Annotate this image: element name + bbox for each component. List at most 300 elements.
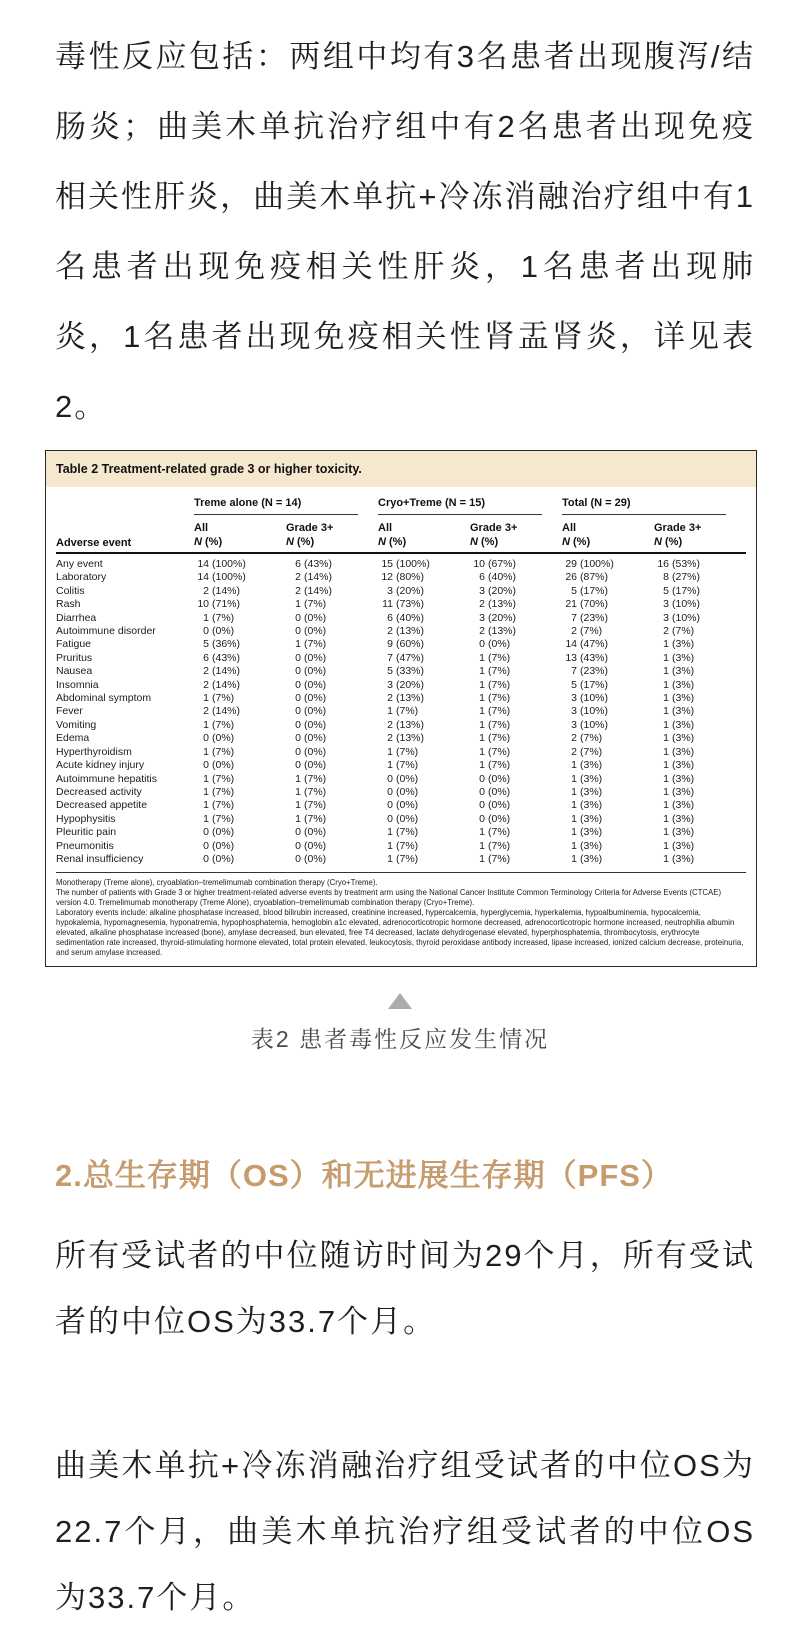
table-cell xyxy=(562,665,654,678)
cell-percent: (7%) xyxy=(212,772,235,785)
table-cell xyxy=(194,638,286,651)
cell-percent: (3%) xyxy=(580,772,603,785)
cell-count: 1 xyxy=(663,651,669,664)
table-cell xyxy=(378,786,470,799)
table-header xyxy=(46,487,756,554)
table-row xyxy=(56,813,746,826)
table-cell xyxy=(286,558,378,571)
table-cell xyxy=(286,759,378,772)
table-cell xyxy=(194,665,286,678)
table-cell xyxy=(470,679,562,692)
cell-percent: (7%) xyxy=(488,651,511,664)
table-cell xyxy=(470,625,562,638)
adverse-event-label: Decreased activity xyxy=(56,785,142,798)
cell-percent: (7%) xyxy=(396,705,419,718)
cell-percent: (0%) xyxy=(488,772,511,785)
cell-percent: (3%) xyxy=(580,799,603,812)
table-cell xyxy=(654,732,746,745)
cell-percent: (13%) xyxy=(396,625,425,638)
table-cell xyxy=(470,746,562,759)
os-followup-paragraph: 所有受试者的中位随访时间为29个月，所有受试者的中位OS为33.7个月。 xyxy=(55,1238,755,1340)
cell-percent: (3%) xyxy=(672,852,695,865)
subcol-unit: N (%) xyxy=(286,536,315,548)
cell-count: 10 xyxy=(473,558,485,570)
cell-count: 29 xyxy=(565,558,577,570)
cell-percent: (3%) xyxy=(672,812,695,825)
cell-percent: (7%) xyxy=(672,625,695,638)
table-footnote: The number of patients with Grade 3 or higher treatment-related adverse events by treatment arm using the National Cancer Institute Common Terminology Criteria for Adverse Events (CTCAE) version 4.0. Tremelimumab monotherapy (Treme Alone), cryoablation–tremelimumab combination therapy (Cryo+Treme). xyxy=(56,888,722,908)
cell-count: 1 xyxy=(479,692,485,705)
table-cell xyxy=(286,732,378,745)
cell-percent: (7%) xyxy=(304,638,327,651)
table-cell xyxy=(286,652,378,665)
cell-count: 0 xyxy=(295,839,301,852)
table-cell xyxy=(654,585,746,598)
adverse-event-label: Pleuritic pain xyxy=(56,826,117,839)
cell-count: 14 xyxy=(565,638,577,651)
cell-percent: (0%) xyxy=(212,826,235,839)
cell-percent: (7%) xyxy=(212,785,235,798)
table-cell xyxy=(654,719,746,732)
subcol-unit: N (%) xyxy=(654,536,683,548)
table-cell xyxy=(654,558,746,571)
cell-count: 0 xyxy=(203,826,209,839)
cell-count: 1 xyxy=(479,665,485,678)
table-row xyxy=(56,759,746,772)
table-footnotes xyxy=(56,872,746,966)
table-cell xyxy=(470,612,562,625)
cell-percent: (100%) xyxy=(580,558,614,570)
table-cell xyxy=(286,773,378,786)
table-cell xyxy=(194,773,286,786)
cell-count: 1 xyxy=(387,852,393,865)
cell-percent: (100%) xyxy=(212,558,246,570)
cell-count: 2 xyxy=(387,718,393,731)
cell-count: 0 xyxy=(295,718,301,731)
table-cell xyxy=(470,732,562,745)
cell-count: 1 xyxy=(387,839,393,852)
cell-count: 0 xyxy=(203,732,209,745)
table-cell xyxy=(378,813,470,826)
table-cell xyxy=(470,799,562,812)
cell-count: 2 xyxy=(203,584,209,597)
table-cell xyxy=(562,799,654,812)
cell-percent: (3%) xyxy=(672,799,695,812)
cell-count: 1 xyxy=(203,785,209,798)
cell-percent: (7%) xyxy=(488,839,511,852)
cell-percent: (47%) xyxy=(580,638,609,651)
table-cell xyxy=(286,612,378,625)
cell-count: 1 xyxy=(663,718,669,731)
cell-count: 16 xyxy=(657,558,669,570)
table-cell xyxy=(378,705,470,718)
cell-percent: (60%) xyxy=(396,638,425,651)
cell-percent: (3%) xyxy=(672,745,695,758)
cell-percent: (17%) xyxy=(580,678,609,691)
cell-count: 1 xyxy=(663,732,669,745)
table-cell xyxy=(378,558,470,571)
cell-count: 1 xyxy=(663,852,669,865)
table-cell xyxy=(562,813,654,826)
table-cell xyxy=(654,746,746,759)
cell-percent: (27%) xyxy=(672,571,701,584)
cell-percent: (7%) xyxy=(396,839,419,852)
cell-percent: (70%) xyxy=(580,598,609,611)
adverse-event-label: Vomiting xyxy=(56,718,97,731)
table-row xyxy=(56,719,746,732)
cell-count: 1 xyxy=(203,812,209,825)
table-cell xyxy=(286,665,378,678)
cell-count: 0 xyxy=(295,745,301,758)
cell-count: 14 xyxy=(197,558,209,570)
subcol-total-all xyxy=(562,521,654,549)
cell-percent: (3%) xyxy=(580,826,603,839)
cell-percent: (0%) xyxy=(212,852,235,865)
table-cell xyxy=(194,558,286,571)
cell-percent: (40%) xyxy=(488,571,517,584)
cell-percent: (10%) xyxy=(580,705,609,718)
table-cell xyxy=(654,840,746,853)
adverse-event-label: Hyperthyroidism xyxy=(56,745,132,758)
adverse-event-label: Decreased appetite xyxy=(56,799,148,812)
cell-percent: (43%) xyxy=(212,651,241,664)
table-cell xyxy=(654,813,746,826)
cell-count: 1 xyxy=(663,772,669,785)
cell-count: 0 xyxy=(387,812,393,825)
cell-percent: (7%) xyxy=(396,826,419,839)
cell-count: 6 xyxy=(295,558,301,570)
cell-percent: (7%) xyxy=(488,718,511,731)
cell-count: 1 xyxy=(203,745,209,758)
cell-count: 1 xyxy=(295,785,301,798)
cell-percent: (10%) xyxy=(580,718,609,731)
adverse-event-label: Autoimmune disorder xyxy=(56,625,156,638)
table-cell xyxy=(286,679,378,692)
table-cell xyxy=(286,786,378,799)
cell-percent: (0%) xyxy=(304,625,327,638)
cell-count: 1 xyxy=(479,732,485,745)
cell-count: 3 xyxy=(663,598,669,611)
table-cell xyxy=(470,813,562,826)
cell-count: 15 xyxy=(381,558,393,570)
cell-count: 11 xyxy=(382,598,393,611)
table-cell xyxy=(378,826,470,839)
adverse-event-label: Rash xyxy=(56,598,81,611)
table-cell xyxy=(470,652,562,665)
table-cell xyxy=(562,585,654,598)
cell-count: 3 xyxy=(479,611,485,624)
cell-percent: (3%) xyxy=(580,759,603,772)
cell-count: 2 xyxy=(203,665,209,678)
cell-percent: (14%) xyxy=(304,584,333,597)
cell-percent: (3%) xyxy=(672,651,695,664)
cell-percent: (0%) xyxy=(304,826,327,839)
table-cell xyxy=(654,799,746,812)
cell-percent: (3%) xyxy=(672,665,695,678)
table-cell xyxy=(470,840,562,853)
cell-percent: (13%) xyxy=(396,718,425,731)
adverse-event-label: Acute kidney injury xyxy=(56,759,145,772)
table-row xyxy=(56,652,746,665)
cell-count: 6 xyxy=(203,651,209,664)
cell-percent: (3%) xyxy=(672,772,695,785)
subcol-cryo-all xyxy=(378,521,470,549)
table-cell xyxy=(654,786,746,799)
cell-percent: (3%) xyxy=(672,718,695,731)
cell-count: 5 xyxy=(571,584,577,597)
cell-count: 1 xyxy=(203,718,209,731)
adverse-event-rows xyxy=(46,554,756,868)
cell-percent: (0%) xyxy=(396,772,419,785)
table-cell xyxy=(194,732,286,745)
cell-percent: (3%) xyxy=(672,692,695,705)
table-cell xyxy=(194,612,286,625)
cell-count: 8 xyxy=(663,571,669,584)
cell-count: 1 xyxy=(203,799,209,812)
cell-percent: (3%) xyxy=(580,852,603,865)
table-row xyxy=(56,786,746,799)
cell-percent: (20%) xyxy=(488,584,517,597)
cell-percent: (7%) xyxy=(488,826,511,839)
cell-count: 0 xyxy=(295,611,301,624)
table-row xyxy=(56,799,746,812)
cell-count: 0 xyxy=(203,839,209,852)
table-cell xyxy=(470,692,562,705)
cell-count: 10 xyxy=(197,598,209,611)
table-cell xyxy=(378,840,470,853)
table-cell xyxy=(654,759,746,772)
cell-count: 0 xyxy=(295,852,301,865)
cell-percent: (7%) xyxy=(212,745,235,758)
cell-count: 26 xyxy=(565,571,577,584)
cell-count: 3 xyxy=(479,584,485,597)
cell-count: 1 xyxy=(571,839,577,852)
cell-count: 0 xyxy=(203,759,209,772)
cell-count: 1 xyxy=(295,638,301,651)
cell-percent: (0%) xyxy=(304,651,327,664)
cell-percent: (7%) xyxy=(488,759,511,772)
cell-percent: (0%) xyxy=(488,799,511,812)
cell-percent: (13%) xyxy=(488,598,517,611)
table-cell xyxy=(562,652,654,665)
table-cell xyxy=(562,853,654,866)
cell-count: 2 xyxy=(203,678,209,691)
cell-count: 1 xyxy=(663,759,669,772)
table-cell xyxy=(654,625,746,638)
table-cell xyxy=(562,840,654,853)
table-cell xyxy=(654,853,746,866)
cell-count: 0 xyxy=(295,759,301,772)
subcol-unit: N (%) xyxy=(562,536,591,548)
cell-count: 3 xyxy=(663,611,669,624)
cell-count: 1 xyxy=(479,678,485,691)
table-cell xyxy=(562,773,654,786)
cell-percent: (3%) xyxy=(672,732,695,745)
cell-percent: (43%) xyxy=(580,651,609,664)
cell-count: 5 xyxy=(571,678,577,691)
cell-percent: (20%) xyxy=(396,678,425,691)
subcol-label: Grade 3+ xyxy=(654,522,702,534)
table-cell xyxy=(470,585,562,598)
table-row xyxy=(56,585,746,598)
table-title-bar: Table 2 Treatment-related grade 3 or higher toxicity. xyxy=(46,451,756,487)
table-cell xyxy=(562,598,654,611)
cell-count: 1 xyxy=(571,785,577,798)
cell-count: 2 xyxy=(571,732,577,745)
table-cell xyxy=(470,719,562,732)
subcol-unit: N (%) xyxy=(470,536,499,548)
cell-percent: (23%) xyxy=(580,665,609,678)
cell-count: 3 xyxy=(387,584,393,597)
cell-count: 1 xyxy=(479,745,485,758)
table-cell xyxy=(654,705,746,718)
table-cell xyxy=(654,679,746,692)
cell-count: 0 xyxy=(295,651,301,664)
table-cell xyxy=(378,585,470,598)
cell-percent: (80%) xyxy=(396,571,425,584)
cell-percent: (7%) xyxy=(488,665,511,678)
cell-count: 1 xyxy=(571,812,577,825)
table-cell xyxy=(378,665,470,678)
table-cell xyxy=(378,719,470,732)
cell-count: 1 xyxy=(663,692,669,705)
cell-percent: (0%) xyxy=(488,638,511,651)
cell-percent: (7%) xyxy=(488,745,511,758)
cell-count: 0 xyxy=(479,772,485,785)
table-row xyxy=(56,679,746,692)
cell-percent: (7%) xyxy=(304,785,327,798)
cell-percent: (17%) xyxy=(672,584,701,597)
cell-count: 1 xyxy=(663,678,669,691)
cell-percent: (7%) xyxy=(580,625,603,638)
table-cell xyxy=(194,625,286,638)
adverse-event-label: Autoimmune hepatitis xyxy=(56,772,157,785)
corner-spacer xyxy=(56,497,194,515)
cell-count: 1 xyxy=(479,759,485,772)
cell-count: 0 xyxy=(479,638,485,651)
table-cell xyxy=(194,719,286,732)
cell-count: 0 xyxy=(479,812,485,825)
cell-percent: (14%) xyxy=(212,678,241,691)
table-row xyxy=(56,558,746,571)
adverse-event-label: Laboratory xyxy=(56,571,107,584)
table-row xyxy=(56,853,746,866)
cell-count: 2 xyxy=(295,584,301,597)
cell-count: 2 xyxy=(479,625,485,638)
table-cell xyxy=(562,558,654,571)
cell-count: 1 xyxy=(663,812,669,825)
cell-percent: (3%) xyxy=(672,785,695,798)
table-cell xyxy=(470,826,562,839)
table-cell xyxy=(470,853,562,866)
table-cell xyxy=(470,759,562,772)
cell-percent: (100%) xyxy=(396,558,430,570)
adverse-event-label: Nausea xyxy=(56,665,93,678)
cell-percent: (0%) xyxy=(304,759,327,772)
cell-count: 1 xyxy=(295,812,301,825)
table-cell xyxy=(194,840,286,853)
cell-count: 7 xyxy=(571,665,577,678)
toxicity-table xyxy=(45,450,757,967)
cell-percent: (0%) xyxy=(304,692,327,705)
cell-percent: (7%) xyxy=(488,852,511,865)
cell-percent: (0%) xyxy=(396,799,419,812)
cell-count: 1 xyxy=(571,826,577,839)
table-caption: 表2 患者毒性反应发生情况 xyxy=(250,1026,550,1053)
table-cell xyxy=(378,612,470,625)
adverse-event-label: Fatigue xyxy=(56,638,92,651)
cell-percent: (7%) xyxy=(580,745,603,758)
cell-percent: (0%) xyxy=(304,839,327,852)
table-cell xyxy=(286,813,378,826)
table-cell xyxy=(654,612,746,625)
cell-percent: (14%) xyxy=(304,571,333,584)
subcol-label: All xyxy=(194,522,209,534)
subcol-treme-all xyxy=(194,521,286,549)
table-cell xyxy=(470,786,562,799)
table-cell xyxy=(194,705,286,718)
table-row xyxy=(56,571,746,584)
table-cell xyxy=(194,679,286,692)
table-row xyxy=(56,705,746,718)
table-cell xyxy=(654,773,746,786)
cell-percent: (0%) xyxy=(488,812,511,825)
cell-count: 3 xyxy=(387,678,393,691)
table-cell xyxy=(194,598,286,611)
subcol-unit: N (%) xyxy=(378,536,407,548)
cell-percent: (0%) xyxy=(212,839,235,852)
cell-count: 1 xyxy=(387,705,393,718)
cell-percent: (0%) xyxy=(304,732,327,745)
table-cell xyxy=(194,813,286,826)
cell-count: 12 xyxy=(381,571,393,584)
cell-count: 7 xyxy=(387,651,393,664)
cell-percent: (20%) xyxy=(488,611,517,624)
cell-count: 0 xyxy=(295,678,301,691)
collapse-triangle-icon xyxy=(388,993,412,1009)
table-cell xyxy=(378,625,470,638)
os-groups-paragraph: 曲美木单抗+冷冻消融治疗组受试者的中位OS为22.7个月，曲美木单抗治疗组受试者的中位OS为33.7个月。 xyxy=(55,1448,755,1616)
cell-count: 7 xyxy=(571,611,577,624)
table-cell xyxy=(470,638,562,651)
column-group-treme-alone: Treme alone (N = 14) xyxy=(194,497,358,515)
cell-count: 1 xyxy=(203,692,209,705)
table-cell xyxy=(562,719,654,732)
cell-count: 1 xyxy=(479,826,485,839)
cell-percent: (7%) xyxy=(212,718,235,731)
table-cell xyxy=(562,786,654,799)
cell-count: 0 xyxy=(295,692,301,705)
cell-count: 1 xyxy=(295,772,301,785)
cell-count: 0 xyxy=(295,625,301,638)
cell-percent: (23%) xyxy=(580,611,609,624)
cell-percent: (3%) xyxy=(672,678,695,691)
cell-count: 2 xyxy=(203,705,209,718)
adverse-event-label: Pneumonitis xyxy=(56,839,114,852)
table-cell xyxy=(194,759,286,772)
cell-percent: (3%) xyxy=(672,759,695,772)
cell-percent: (10%) xyxy=(580,692,609,705)
cell-count: 1 xyxy=(387,745,393,758)
table-cell xyxy=(654,598,746,611)
table-cell xyxy=(562,638,654,651)
cell-count: 1 xyxy=(479,705,485,718)
table-cell xyxy=(194,746,286,759)
table-cell xyxy=(562,679,654,692)
cell-count: 1 xyxy=(663,785,669,798)
cell-count: 1 xyxy=(479,839,485,852)
table-cell xyxy=(378,759,470,772)
